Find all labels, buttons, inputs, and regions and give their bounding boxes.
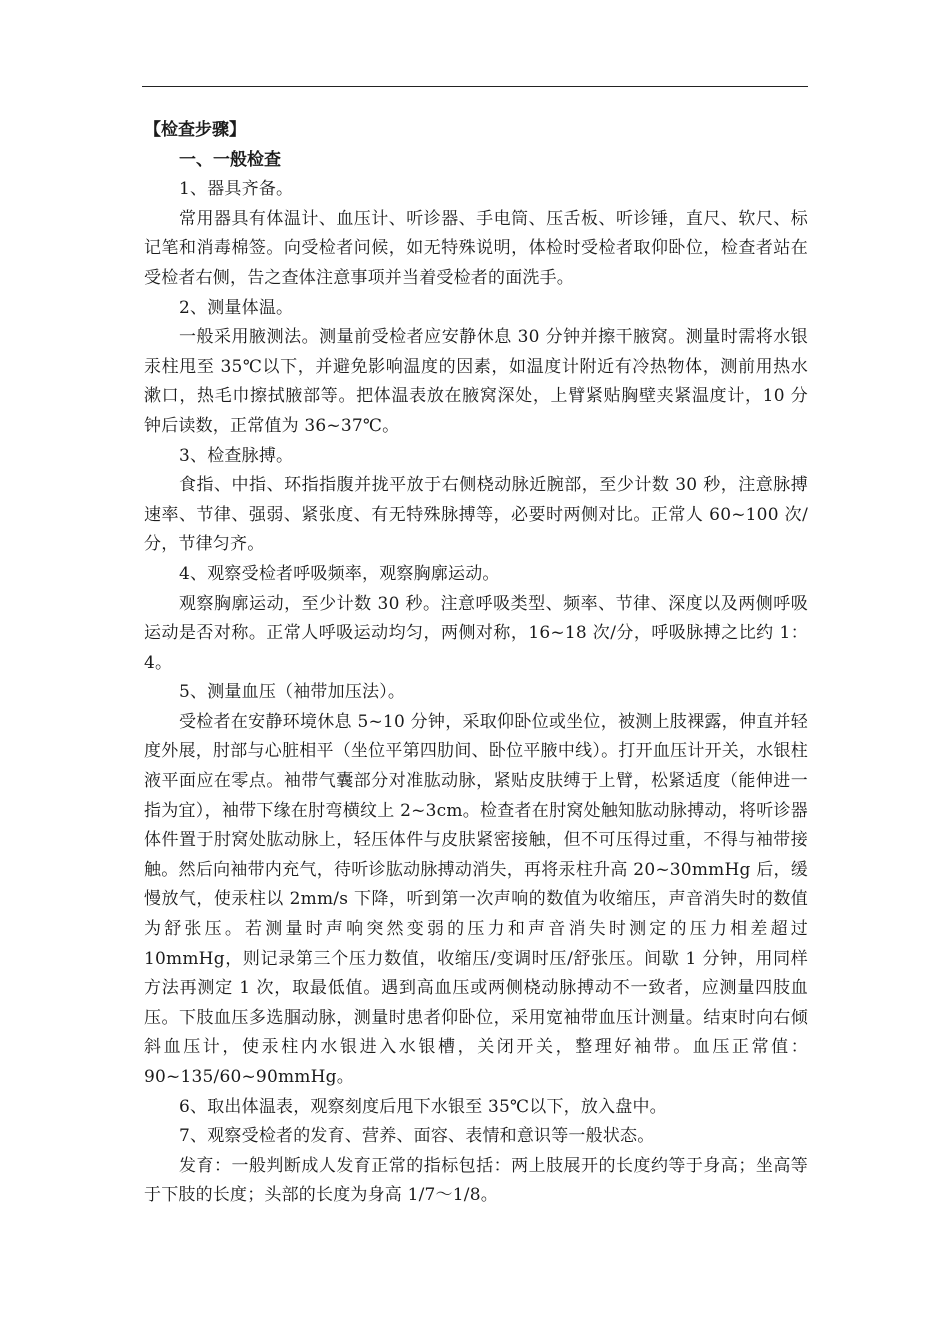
step-5-title: 5、测量血压（袖带加压法）。 — [179, 682, 406, 703]
step-5-body: 受检者在安静环境休息 5~10 分钟，采取仰卧位或坐位，被测上肢裸露，伸直并轻度外展，肘部与心脏相平（坐位平第四肋间、卧位平腋中线）。打开血压计开关，水银柱液平面应在零点。袖带气囊部分对准肱动脉，紧贴皮肤缚于上臂，松紧适度（能伸进一指为宜），袖带下缘在肘弯横纹上 2~3cm。检查者在肘窝处触知肱动脉搏动，将听诊器体件置于肘窝处肱动脉上，轻压体件与皮肤紧密接触，但不可压得过重，不得与袖带接触。然后向袖带内充气，待听诊肱动脉搏动消失，再将汞柱升高 20~30mmHg 后，缓慢放气，使汞柱以 2mm/s 下降，听到第一次声响的数值为收缩压，声音消失时的数值为舒张压。若测量时声响突然变弱的压力和声音消失时测定的压力相差超过 10mmHg，则记录第三个压力数值，收缩压/变调时压/舒张压。间歇 1 分钟，用同样方法再测定 1 次，取最低值。遇到高血压或两侧桡动脉搏动不一致者，应测量四肢血压。下肢血压多选腘动脉，测量时患者仰卧位，采用宽袖带血压计测量。结束时向右倾斜血压计，使汞柱内水银进入水银槽，关闭开关，整理好袖带。血压正常值：90~135/60~90mmHg。 — [144, 711, 808, 1087]
subsection-heading: 一、一般检查 — [179, 149, 281, 170]
step-7-body: 发育：一般判断成人发育正常的指标包括：两上肢展开的长度约等于身高；坐高等于下肢的长度；头部的长度为身高 1/7～1/8。 — [144, 1155, 808, 1206]
page-content — [144, 116, 808, 1211]
step-4-body: 观察胸廓运动，至少计数 30 秒。注意呼吸类型、频率、节律、深度以及两侧呼吸运动是否对称。正常人呼吸运动均匀，两侧对称，16~18 次/分，呼吸脉搏之比约 1：4。 — [144, 593, 808, 673]
step-7-title: 7、观察受检者的发育、营养、面容、表情和意识等一般状态。 — [179, 1126, 655, 1147]
step-6-title: 6、取出体温表，观察刻度后甩下水银至 35℃以下，放入盘中。 — [179, 1096, 667, 1117]
step-2-title: 2、测量体温。 — [179, 297, 294, 318]
step-3-title: 3、检查脉搏。 — [179, 445, 294, 466]
header-rule — [142, 86, 808, 87]
step-1-title: 1、器具齐备。 — [179, 179, 294, 200]
step-4-title: 4、观察受检者呼吸频率，观察胸廓运动。 — [179, 563, 500, 584]
step-2-body: 一般采用腋测法。测量前受检者应安静休息 30 分钟并擦干腋窝。测量时需将水银汞柱甩至 35℃以下，并避免影响温度的因素，如温度计附近有冷热物体，测前用热水漱口，热毛巾擦拭腋部等。把体温表放在腋窝深处，上臂紧贴胸壁夹紧温度计，10 分钟后读数，正常值为 36~37℃。 — [144, 327, 808, 436]
section-heading: 【检查步骤】 — [144, 120, 246, 140]
step-3-body: 食指、中指、环指指腹并拢平放于右侧桡动脉近腕部，至少计数 30 秒，注意脉搏速率、节律、强弱、紧张度、有无特殊脉搏等，必要时两侧对比。正常人 60~100 次/分，节律匀齐。 — [144, 475, 808, 555]
step-1-body: 常用器具有体温计、血压计、听诊器、手电筒、压舌板、听诊锤，直尺、软尺、标记笔和消毒棉签。向受检者问候，如无特殊说明，体检时受检者取仰卧位，检查者站在受检者右侧，告之查体注意事项并当着受检者的面洗手。 — [144, 208, 808, 288]
